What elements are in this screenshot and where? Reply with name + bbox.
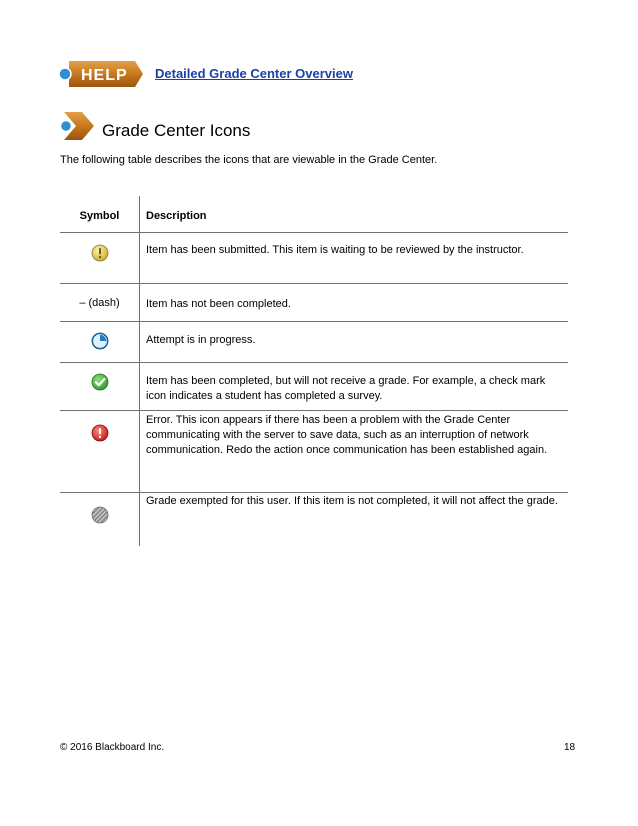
dash-symbol: – (dash) [79, 297, 120, 309]
exclamation-yellow-icon [91, 244, 109, 262]
table-row-symbol [60, 332, 139, 350]
footer-copyright: © 2016 Blackboard Inc. [60, 742, 165, 753]
row-divider [60, 232, 568, 233]
table-row-description: Item has been completed, but will not receive a grade. For example, a check mark icon indicates a student has completed a survey. [146, 375, 546, 402]
row-divider [60, 492, 568, 493]
section-title: Grade Center Icons [102, 121, 251, 140]
table-row-symbol [60, 244, 139, 262]
table-row-description: Error. This icon appears if there has been a problem with the Grade Center communicating with the server to save data, such as an interruption of network communication. Redo the action once communication has been established again. [146, 414, 548, 456]
exempt-striped-icon [91, 506, 109, 524]
help-badge-icon [55, 58, 145, 90]
svg-text:HELP: HELP [81, 67, 128, 84]
table-row-description: Item has been submitted. This item is waiting to be reviewed by the instructor. [146, 244, 524, 256]
table-row-description: Attempt is in progress. [146, 334, 256, 346]
table-row-symbol [60, 506, 139, 524]
footer-page-number: 18 [564, 742, 576, 753]
row-divider [60, 362, 568, 363]
row-divider [60, 283, 568, 284]
grade-center-icons-table [60, 196, 568, 546]
in-progress-clock-icon [91, 332, 109, 350]
table-row-description: Grade exempted for this user. If this item is not completed, it will not affect the grade. [146, 495, 558, 507]
header-description: Description [146, 210, 207, 222]
table-row-symbol [60, 373, 139, 391]
table-row-description: Item has not been completed. [146, 298, 291, 310]
help-banner [55, 58, 615, 90]
row-divider [60, 410, 568, 411]
header-symbol: Symbol [79, 210, 120, 222]
table-row-symbol [60, 297, 139, 309]
intro-paragraph: The following table describes the icons that are viewable in the Grade Center. [60, 154, 438, 166]
column-divider [139, 196, 140, 546]
detailed-grade-center-overview-link[interactable]: Detailed Grade Center Overview [155, 66, 353, 81]
red-error-icon [91, 424, 109, 442]
table-row-symbol [60, 424, 139, 442]
row-divider [60, 321, 568, 322]
section-arrow-icon [58, 110, 98, 142]
green-checkmark-icon [91, 373, 109, 391]
